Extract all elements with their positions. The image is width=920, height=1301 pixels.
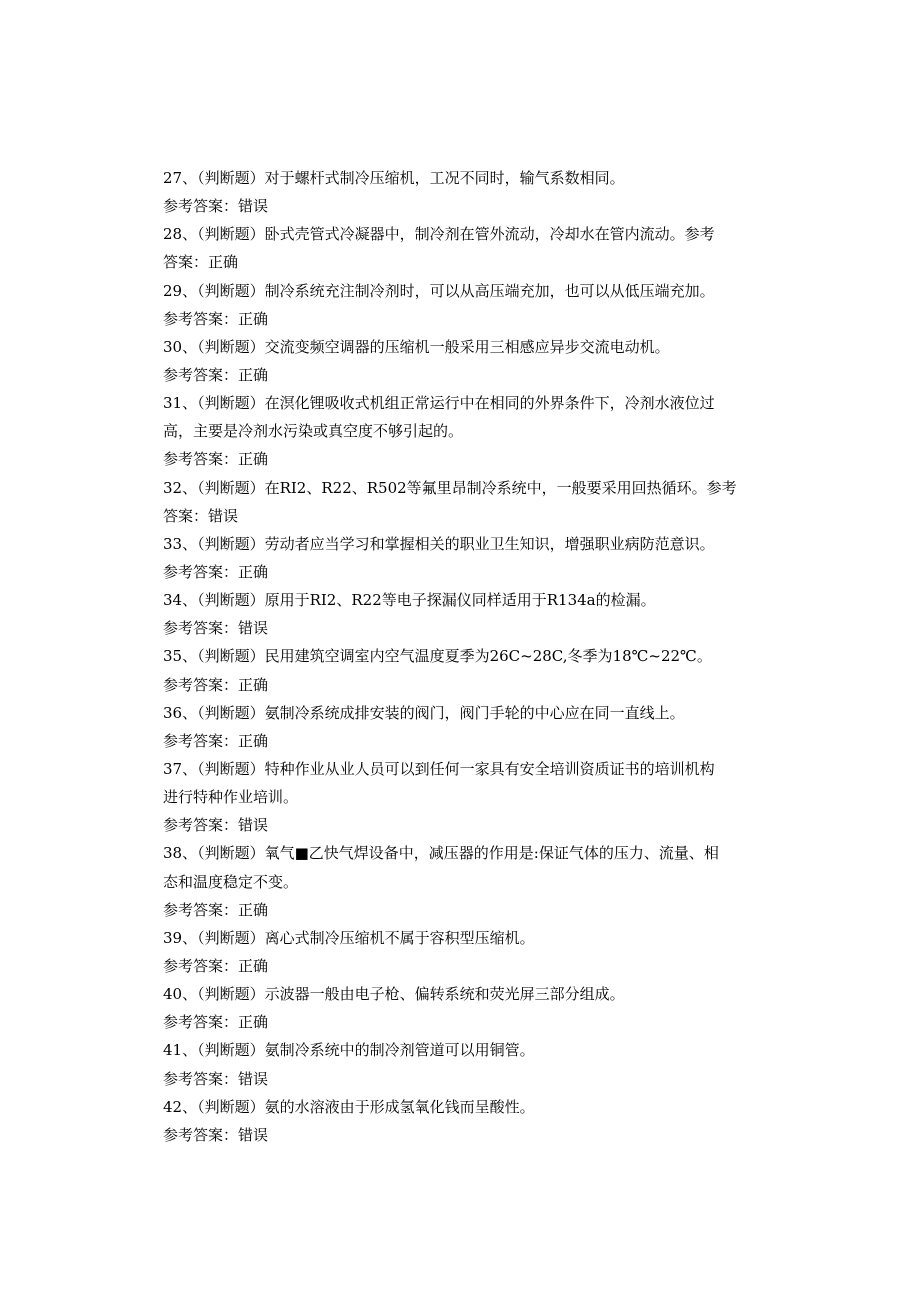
question-line: 态和温度稳定不变。 xyxy=(163,872,299,891)
answer-line: 答案：正确 xyxy=(163,253,239,272)
question-line: 高，主要是冷剂水污染或真空度不够引起的。 xyxy=(163,422,464,441)
answer-line: 参考答案：错误 xyxy=(163,1125,269,1144)
answer-line: 参考答案：正确 xyxy=(163,956,269,975)
question-line: 31、（判断题）在溟化锂吸收式机组正常运行中在相同的外界条件下，冷剂水液位过 xyxy=(163,394,715,413)
answer-line: 参考答案：错误 xyxy=(163,619,269,638)
answer-line: 参考答案：正确 xyxy=(163,1013,269,1032)
question-line: 29、（判断题）制冷系统充注制冷剂时，可以从高压端充加，也可以从低压端充加。 xyxy=(163,281,715,300)
answer-line: 参考答案：错误 xyxy=(163,1069,269,1088)
question-list xyxy=(163,164,753,1149)
question-line: 42、（判断题）氨的水溶液由于形成氢氧化钱而呈酸性。 xyxy=(163,1097,535,1116)
answer-line: 答案：错误 xyxy=(163,506,239,525)
answer-line: 参考答案：错误 xyxy=(163,816,269,835)
question-line: 34、（判断题）原用于RI2、R22等电子探漏仪同样适用于R134a的检漏。 xyxy=(163,591,656,610)
answer-line: 参考答案：正确 xyxy=(163,900,269,919)
answer-line: 参考答案：正确 xyxy=(163,562,269,581)
question-line: 28、（判断题）卧式壳管式冷凝器中，制冷剂在管外流动，冷却水在管内流动。参考 xyxy=(163,225,715,244)
question-line: 进行特种作业培训。 xyxy=(163,788,299,807)
question-line: 30、（判断题）交流变频空调器的压缩机一般采用三相感应异步交流电动机。 xyxy=(163,337,670,356)
question-line: 39、（判断题）离心式制冷压缩机不属于容积型压缩机。 xyxy=(163,928,535,947)
question-line: 32、（判断题）在RI2、R22、R502等氟里昂制冷系统中，一般要采用回热循环。参考 xyxy=(163,478,737,497)
question-line: 35、（判断题）民用建筑空调室内空气温度夏季为26C~28C,冬季为18℃~22℃。 xyxy=(163,647,712,666)
answer-line: 参考答案：正确 xyxy=(163,309,269,328)
question-line: 36、（判断题）氨制冷系统成排安装的阀门，阀门手轮的中心应在同一直线上。 xyxy=(163,703,685,722)
answer-line: 参考答案：正确 xyxy=(163,731,269,750)
answer-line: 参考答案：正确 xyxy=(163,365,269,384)
answer-line: 参考答案：正确 xyxy=(163,450,269,469)
question-line: 33、（判断题）劳动者应当学习和掌握相关的职业卫生知识，增强职业病防范意识。 xyxy=(163,534,715,553)
question-line: 37、（判断题）特种作业从业人员可以到任何一家具有安全培训资质证书的培训机构 xyxy=(163,759,715,778)
answer-line: 参考答案：错误 xyxy=(163,197,269,216)
answer-line: 参考答案：正确 xyxy=(163,675,269,694)
question-line: 41、（判断题）氨制冷系统中的制冷剂管道可以用铜管。 xyxy=(163,1041,535,1060)
question-line: 40、（判断题）示波器一般由电子枪、偏转系统和荧光屏三部分组成。 xyxy=(163,985,625,1004)
question-line: 38、（判断题）氧气■乙快气焊设备中，减压器的作用是:保证气体的压力、流量、相 xyxy=(163,844,719,863)
question-line: 27、（判断题）对于螺杆式制冷压缩机，工况不同时，输气系数相同。 xyxy=(163,169,625,187)
